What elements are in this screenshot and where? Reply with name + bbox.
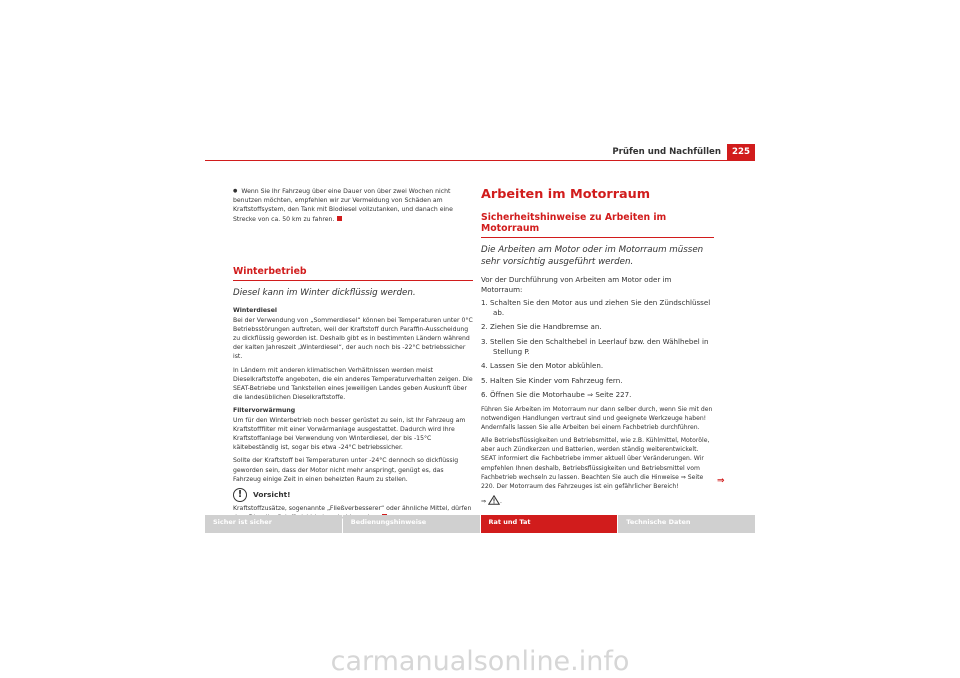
step-item: 5. Halten Sie Kinder vom Fahrzeug fern. — [481, 375, 623, 385]
spacer — [233, 228, 473, 266]
footer-tab-technische-daten[interactable]: Technische Daten — [618, 515, 755, 533]
chapter-title: Arbeiten im Motorraum — [481, 187, 651, 202]
section-subtitle-motorraum: Die Arbeiten am Motor oder im Motorraum müssen sehr vorsichtig ausgeführt werden. — [481, 245, 704, 267]
filter-paragraph-2: Sollte der Kraftstoff bei Temperaturen unter -24°C dennoch so dickflüssig geworden sein, dass der Motor nicht mehr anspringt, genügt es, das Fahrzeug einige Zeit in einen beheizten Raum zu stellen. — [233, 457, 459, 483]
header-title: Prüfen und Nachfüllen — [612, 147, 721, 157]
next-page-arrow-icon: ⇒ — [717, 476, 725, 486]
watermark: carmanualsonline.info — [330, 646, 630, 677]
section-subtitle-winter: Diesel kann im Winter dickflüssig werden. — [233, 287, 416, 298]
note-paragraph-2: Alle Betriebsflüssigkeiten und Betriebsmittel, wie z.B. Kühlmittel, Motoröle, aber auch Zündkerzen und Batterien, werden ständig weiterentwickelt. SEAT informiert die Fachbetriebe immer aktuell über Veränderungen. Wir empfehlen Ihnen deshalb, Betriebsflüssigkeiten und Betriebsmittel vom Fachbetrieb wechseln zu lassen. Beachten Sie auch die Hinweise ⇒ Seite 220. Der Motorraum des Fahrzeuges ist ein gefährlicher Bereich! — [481, 437, 710, 490]
footer-tab-sicher-ist-sicher[interactable]: Sicher ist sicher — [205, 515, 342, 533]
step-item: 2. Ziehen Sie die Handbremse an. — [481, 322, 602, 332]
section-title-sicherheitshinweise: Sicherheitshinweise zu Arbeiten im Motorraum — [481, 212, 714, 238]
caution-exclamation-icon: ! — [233, 488, 247, 502]
reference-arrow: ⇒ — [481, 497, 487, 505]
note-warning-reference: ⇒ . — [481, 495, 714, 506]
winterdiesel-paragraph-2: In Ländern mit anderen klimatischen Verhältnissen werden meist Dieselkraftstoffe angeboten, die ein anderes Temperaturverhalten zeigen. Die SEAT-Betriebe und Tankstellen eines jeweiligen Landes geben Auskunft über die landesüblichen Dieselkraftstoffe. — [233, 366, 473, 402]
warning-triangle-icon — [488, 495, 500, 505]
intro-bullet-text: Wenn Sie Ihr Fahrzeug über eine Dauer von über zwei Wochen nicht benutzen möchten, empfehlen wir zur Vermeidung von Schäden am Kraftstoffsystem, den Tank mit Biodiesel vollzutanken, und danach eine Strecke von ca. 50 km zu fahren. — [233, 188, 453, 223]
caution-text-body: Kraftstoffzusätze, sogenannte „Fließverbesserer“ oder ähnliche Mittel, dürfen — [233, 504, 472, 512]
filter-paragraph-1: Um für den Winterbetrieb noch besser gerüstet zu sein, ist Ihr Fahrzeug am Kraftstofffilter mit einer Vorwärmanlage ausgestattet. Dadurch wird Ihre Kraftstoffanlage bei Verwendung von Winterdiesel, der bis -15°C kältebeständig ist, sogar bis etwa -24°C betriebssicher. — [233, 416, 466, 452]
step-item: 3. Stellen Sie den Schalthebel in Leerlauf bzw. den Wählhebel in Stellung P. — [481, 336, 709, 356]
caution-label: Vorsicht! — [253, 490, 291, 500]
left-column — [233, 187, 473, 526]
footer-tab-rat-und-tat[interactable]: Rat und Tat — [481, 515, 618, 533]
footer-nav — [205, 515, 755, 533]
right-column — [481, 187, 714, 510]
step-item: 6. Öffnen Sie die Motorhaube ⇒ Seite 227. — [481, 390, 632, 400]
heading-winterdiesel: Winterdiesel — [233, 307, 277, 315]
header-rule — [205, 160, 755, 161]
steps-intro: Vor der Durchführung von Arbeiten am Motor oder im Motorraum: — [481, 275, 672, 294]
note-paragraph-1: Führen Sie Arbeiten im Motorraum nur dann selber durch, wenn Sie mit den notwendigen Handlungen vertraut sind und geeignete Werkzeuge haben! Andernfalls lassen Sie alle Arbeiten bei einem Fachbetrieb durchführen. — [481, 405, 713, 432]
end-mark — [337, 216, 342, 221]
section-title-winterbetrieb: Winterbetrieb — [233, 266, 473, 281]
caution-header — [233, 488, 473, 502]
step-item: 1. Schalten Sie den Motor aus und ziehen Sie den Zündschlüssel ab. — [481, 298, 711, 317]
heading-filtervorwaermung: Filtervorwärmung — [233, 407, 296, 415]
footer-tab-bedienungshinweise[interactable]: Bedienungshinweise — [343, 515, 480, 533]
intro-bullet — [233, 187, 473, 224]
winterdiesel-paragraph-1: Bei der Verwendung von „Sommerdiesel“ können bei Temperaturen unter 0°C Betriebsstörungen auftreten, weil der Kraftstoff durch Paraffin-Ausscheidung zu dickflüssig geworden ist. Deshalb gibt es in bestimmten Ländern während der kalten Jahreszeit „Winterdiesel“, der auch noch bis -22°C betriebssicher ist. — [233, 316, 473, 361]
step-item: 4. Lassen Sie den Motor abkühlen. — [481, 361, 604, 371]
page-header — [205, 144, 755, 161]
page-number: 225 — [727, 144, 755, 161]
